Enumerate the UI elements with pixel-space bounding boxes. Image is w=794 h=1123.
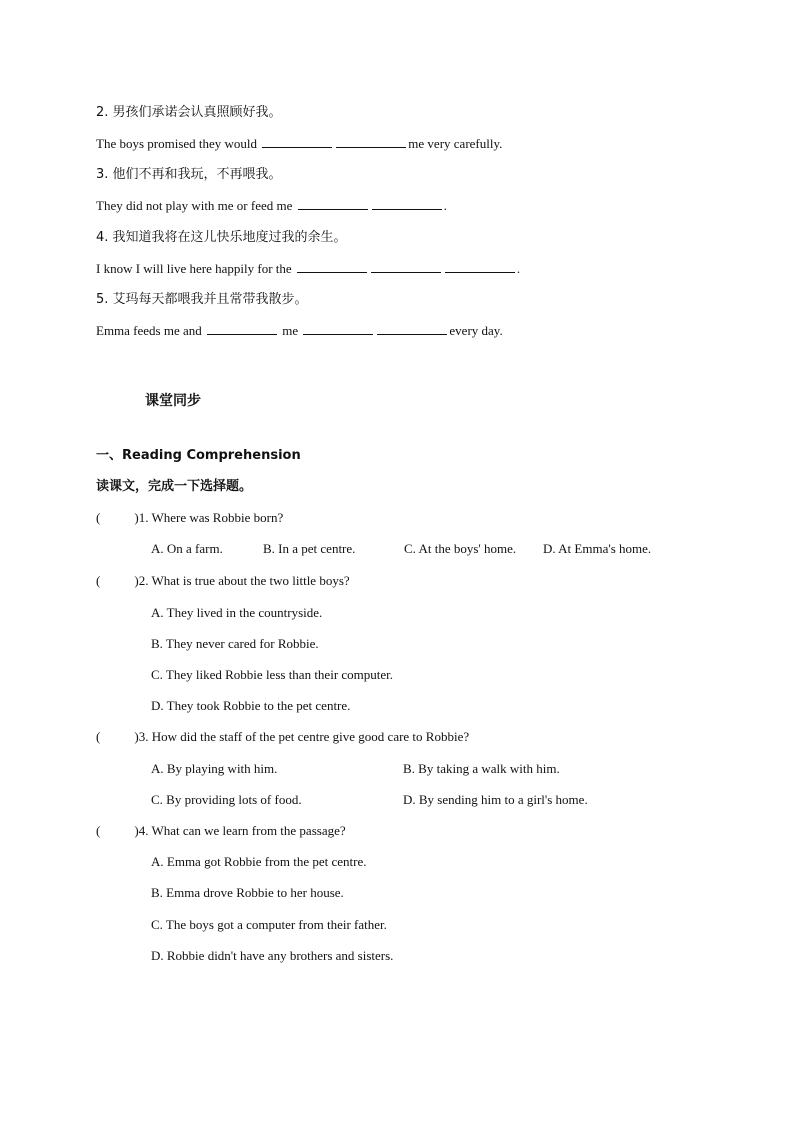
- answer-blank[interactable]: [303, 322, 373, 335]
- sentence-end: every day.: [449, 323, 503, 338]
- question-2-option-b[interactable]: B. They never cared for Robbie.: [151, 636, 319, 651]
- answer-blank[interactable]: [207, 322, 277, 335]
- answer-blank[interactable]: [372, 197, 442, 210]
- question-1-option-b[interactable]: B. In a pet centre.: [263, 541, 356, 556]
- answer-paren-open: (: [96, 729, 101, 744]
- answer-blank[interactable]: [298, 197, 368, 210]
- sentence-end: me very carefully.: [408, 136, 503, 151]
- translation-item-3-chinese: 3. 他们不再和我玩，不再喂我。: [96, 167, 282, 182]
- sentence-start: They did not play with me or feed me: [96, 198, 293, 213]
- sentence-middle: me: [282, 323, 299, 338]
- question-3-option-c[interactable]: C. By providing lots of food.: [151, 792, 302, 807]
- question-2-stem: [96, 572, 350, 590]
- translation-item-3-english: [96, 197, 447, 215]
- section-title: 课堂同步: [145, 393, 201, 409]
- question-2-option-a[interactable]: A. They lived in the countryside.: [151, 605, 323, 620]
- question-2-option-d[interactable]: D. They took Robbie to the pet centre.: [151, 698, 351, 713]
- translation-item-4-chinese: 4. 我知道我将在这儿快乐地度过我的余生。: [96, 230, 347, 245]
- question-1-stem: [96, 509, 283, 527]
- question-4-option-d[interactable]: D. Robbie didn't have any brothers and sisters.: [151, 948, 394, 963]
- answer-paren-close: ): [134, 729, 139, 744]
- sentence-start: I know I will live here happily for the: [96, 261, 292, 276]
- translation-item-2-chinese: 2. 男孩们承诺会认真照顾好我。: [96, 105, 282, 120]
- answer-paren-close: ): [134, 823, 139, 838]
- answer-blank[interactable]: [445, 260, 515, 273]
- question-4-option-a[interactable]: A. Emma got Robbie from the pet centre.: [151, 854, 367, 869]
- translation-item-5-chinese: 5. 艾玛每天都喂我并且常带我散步。: [96, 292, 308, 307]
- question-4-stem: [96, 822, 346, 840]
- answer-blank[interactable]: [336, 135, 406, 148]
- question-text: 2. What is true about the two little boys?: [138, 573, 350, 588]
- question-3-option-b[interactable]: B. By taking a walk with him.: [403, 761, 560, 776]
- question-4-option-b[interactable]: B. Emma drove Robbie to her house.: [151, 885, 344, 900]
- answer-paren-open: (: [96, 573, 101, 588]
- part-heading: 一、Reading Comprehension: [96, 448, 301, 463]
- question-text: 3. How did the staff of the pet centre give good care to Robbie?: [138, 729, 470, 744]
- question-4-option-c[interactable]: C. The boys got a computer from their father.: [151, 917, 387, 932]
- answer-paren-open: (: [96, 510, 101, 525]
- question-1-option-c[interactable]: C. At the boys' home.: [404, 541, 517, 556]
- question-1-option-d[interactable]: D. At Emma's home.: [543, 541, 652, 556]
- answer-blank[interactable]: [262, 135, 332, 148]
- answer-paren-open: (: [96, 823, 101, 838]
- question-2-option-c[interactable]: C. They liked Robbie less than their computer.: [151, 667, 394, 682]
- question-1-option-a[interactable]: A. On a farm.: [151, 541, 223, 556]
- answer-blank[interactable]: [371, 260, 441, 273]
- sentence-end: .: [443, 198, 447, 213]
- question-3-option-a[interactable]: A. By playing with him.: [151, 761, 278, 776]
- sentence-end: .: [516, 261, 521, 276]
- question-text: 1. Where was Robbie born?: [138, 510, 284, 525]
- translation-item-4-english: [96, 260, 520, 278]
- sentence-start: The boys promised they would: [96, 136, 258, 151]
- question-text: 4. What can we learn from the passage?: [138, 823, 346, 838]
- answer-blank[interactable]: [377, 322, 447, 335]
- answer-blank[interactable]: [297, 260, 367, 273]
- translation-item-2-english: [96, 135, 502, 153]
- instruction: 读课文，完成一下选择题。: [96, 479, 253, 494]
- sentence-start: Emma feeds me and: [96, 323, 202, 338]
- question-3-stem: [96, 728, 469, 746]
- answer-paren-close: ): [134, 573, 139, 588]
- question-3-option-d[interactable]: D. By sending him to a girl's home.: [403, 792, 588, 807]
- translation-item-5-english: [96, 322, 503, 340]
- answer-paren-close: ): [134, 510, 139, 525]
